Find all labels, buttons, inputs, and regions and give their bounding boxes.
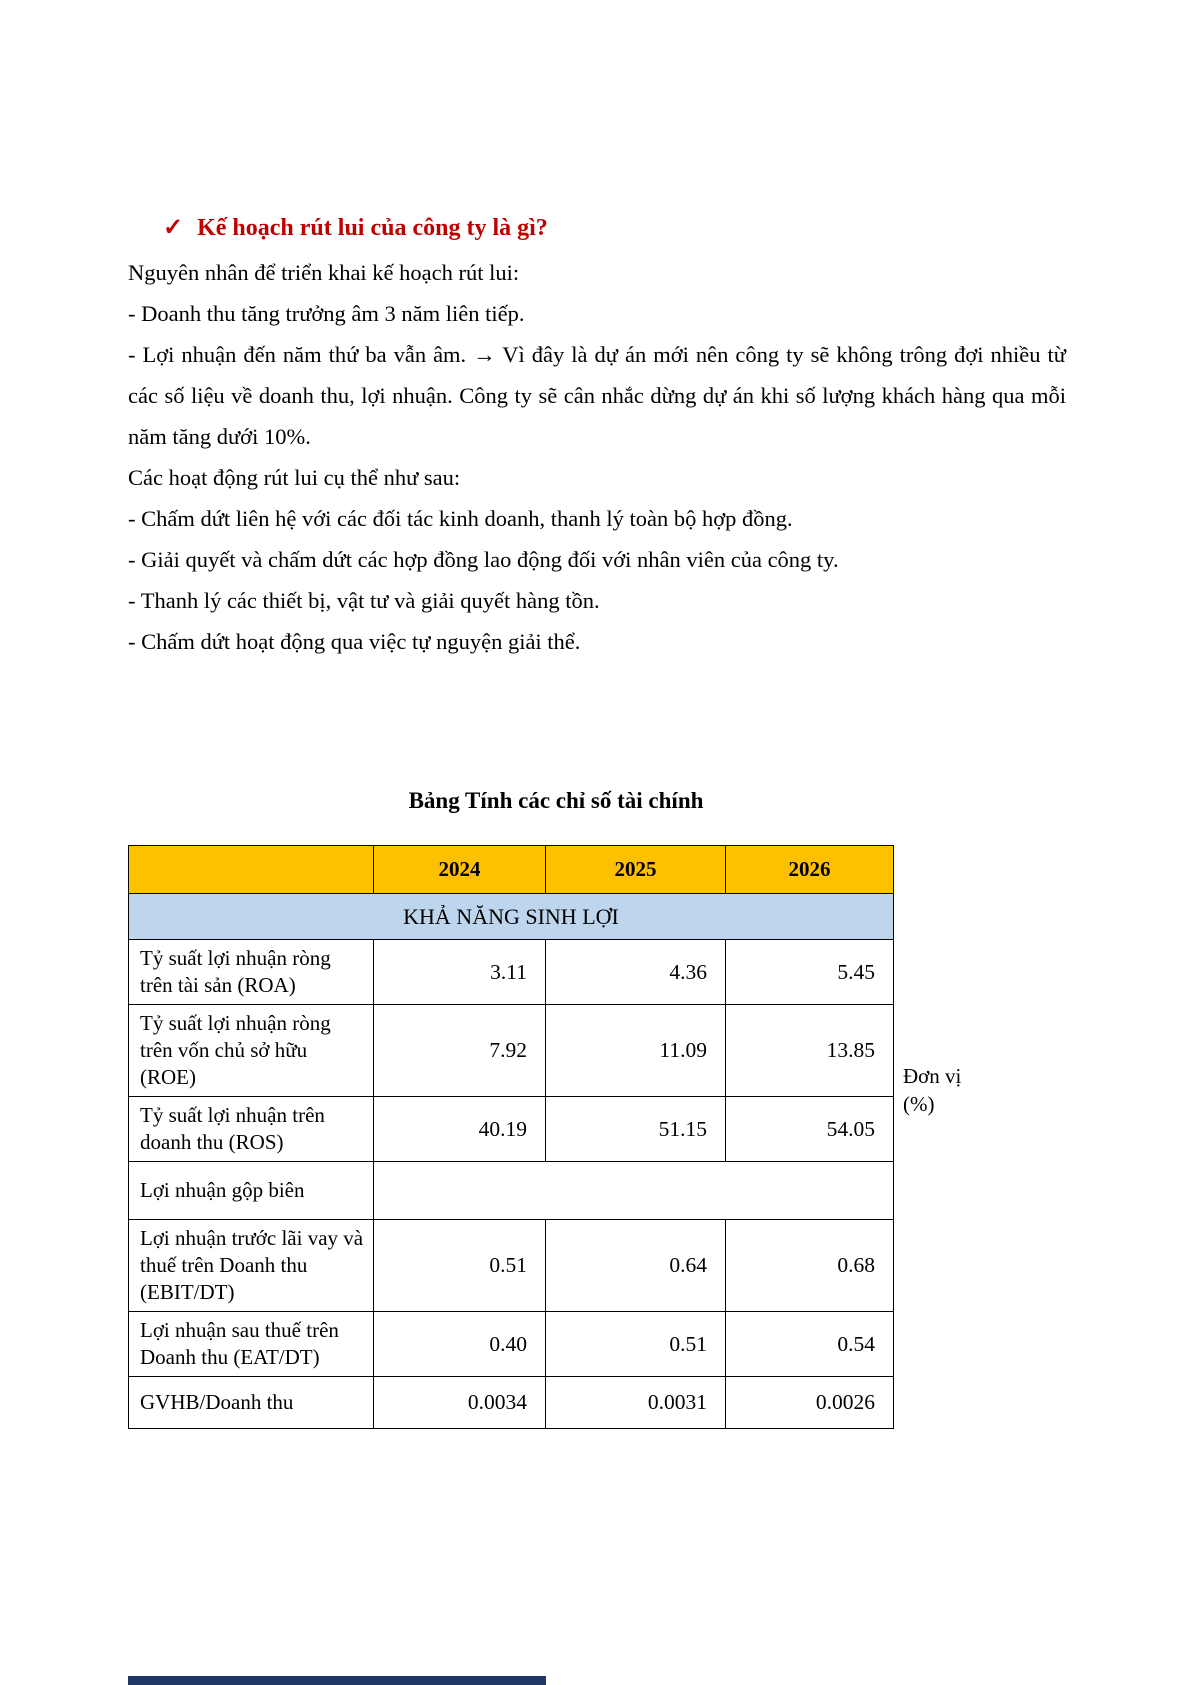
value-cell: 3.11 xyxy=(374,940,546,1005)
section-heading-text: Kế hoạch rút lui của công ty là gì? xyxy=(197,215,548,241)
value-cell: 0.0026 xyxy=(726,1377,894,1429)
value-cell: 11.09 xyxy=(546,1005,726,1097)
next-table-partial-strip xyxy=(128,1676,546,1685)
section-heading xyxy=(163,213,548,242)
paragraph: Các hoạt động rút lui cụ thể như sau: xyxy=(128,465,461,490)
section-header-row xyxy=(129,894,894,940)
empty-merged-cell xyxy=(374,1162,894,1220)
year-header-row xyxy=(129,846,894,894)
row-label: GVHB/Doanh thu xyxy=(129,1377,374,1429)
table-row xyxy=(129,1097,894,1162)
value-cell: 40.19 xyxy=(374,1097,546,1162)
paragraph: - Chấm dứt hoạt động qua việc tự nguyện giải thể. xyxy=(128,629,581,654)
value-cell: 0.51 xyxy=(374,1220,546,1312)
unit-note xyxy=(903,1062,961,1118)
value-cell: 0.40 xyxy=(374,1312,546,1377)
row-label: Tỷ suất lợi nhuận trên doanh thu (ROS) xyxy=(129,1097,374,1162)
table-title: Bảng Tính các chỉ số tài chính xyxy=(408,788,704,813)
value-cell: 0.51 xyxy=(546,1312,726,1377)
paragraph: - Giải quyết và chấm dứt các hợp đồng lao động đối với nhân viên của công ty. xyxy=(128,547,839,572)
section-header-cell: KHẢ NĂNG SINH LỢI xyxy=(129,894,894,940)
paragraph: - Lợi nhuận đến năm thứ ba vẫn âm. → Vì đây là dự án mới nên công ty sẽ không trông đợi nhiều từ các số liệu về doanh thu, lợi nhuận. Công ty sẽ cân nhắc dừng dự án khi số lượng khách hàng qua mỗi năm tăng dưới 10%. xyxy=(128,342,1066,449)
unit-note-line: (%) xyxy=(903,1092,935,1116)
year-header: 2024 xyxy=(374,846,546,894)
table-row xyxy=(129,1005,894,1097)
table-row xyxy=(129,940,894,1005)
paragraph: - Doanh thu tăng trưởng âm 3 năm liên tiếp. xyxy=(128,301,525,326)
value-cell: 0.0034 xyxy=(374,1377,546,1429)
row-label: Tỷ suất lợi nhuận ròng trên vốn chủ sở hữu (ROE) xyxy=(129,1005,374,1097)
value-cell: 51.15 xyxy=(546,1097,726,1162)
value-cell: 13.85 xyxy=(726,1005,894,1097)
value-cell: 54.05 xyxy=(726,1097,894,1162)
table-row xyxy=(129,1162,894,1220)
year-header: 2026 xyxy=(726,846,894,894)
value-cell: 5.45 xyxy=(726,940,894,1005)
value-cell: 7.92 xyxy=(374,1005,546,1097)
paragraph: - Chấm dứt liên hệ với các đối tác kinh doanh, thanh lý toàn bộ hợp đồng. xyxy=(128,506,793,531)
value-cell: 0.0031 xyxy=(546,1377,726,1429)
value-cell: 0.54 xyxy=(726,1312,894,1377)
checkmark-icon: ✓ xyxy=(163,215,184,241)
value-cell: 4.36 xyxy=(546,940,726,1005)
value-cell: 0.64 xyxy=(546,1220,726,1312)
row-label: Lợi nhuận gộp biên xyxy=(129,1162,374,1220)
row-label: Lợi nhuận trước lãi vay và thuế trên Doanh thu (EBIT/DT) xyxy=(129,1220,374,1312)
paragraph: - Thanh lý các thiết bị, vật tư và giải quyết hàng tồn. xyxy=(128,588,600,613)
year-header: 2025 xyxy=(546,846,726,894)
corner-cell xyxy=(129,846,374,894)
table-row xyxy=(129,1377,894,1429)
row-label: Tỷ suất lợi nhuận ròng trên tài sản (ROA) xyxy=(129,940,374,1005)
value-cell: 0.68 xyxy=(726,1220,894,1312)
body-paragraphs xyxy=(128,252,1066,662)
table-row xyxy=(129,1220,894,1312)
unit-note-line: Đơn vị xyxy=(903,1064,962,1088)
row-label: Lợi nhuận sau thuế trên Doanh thu (EAT/DT) xyxy=(129,1312,374,1377)
paragraph: Nguyên nhân để triển khai kế hoạch rút lui: xyxy=(128,260,520,285)
financial-indicators-table xyxy=(128,845,894,1429)
table-row xyxy=(129,1312,894,1377)
